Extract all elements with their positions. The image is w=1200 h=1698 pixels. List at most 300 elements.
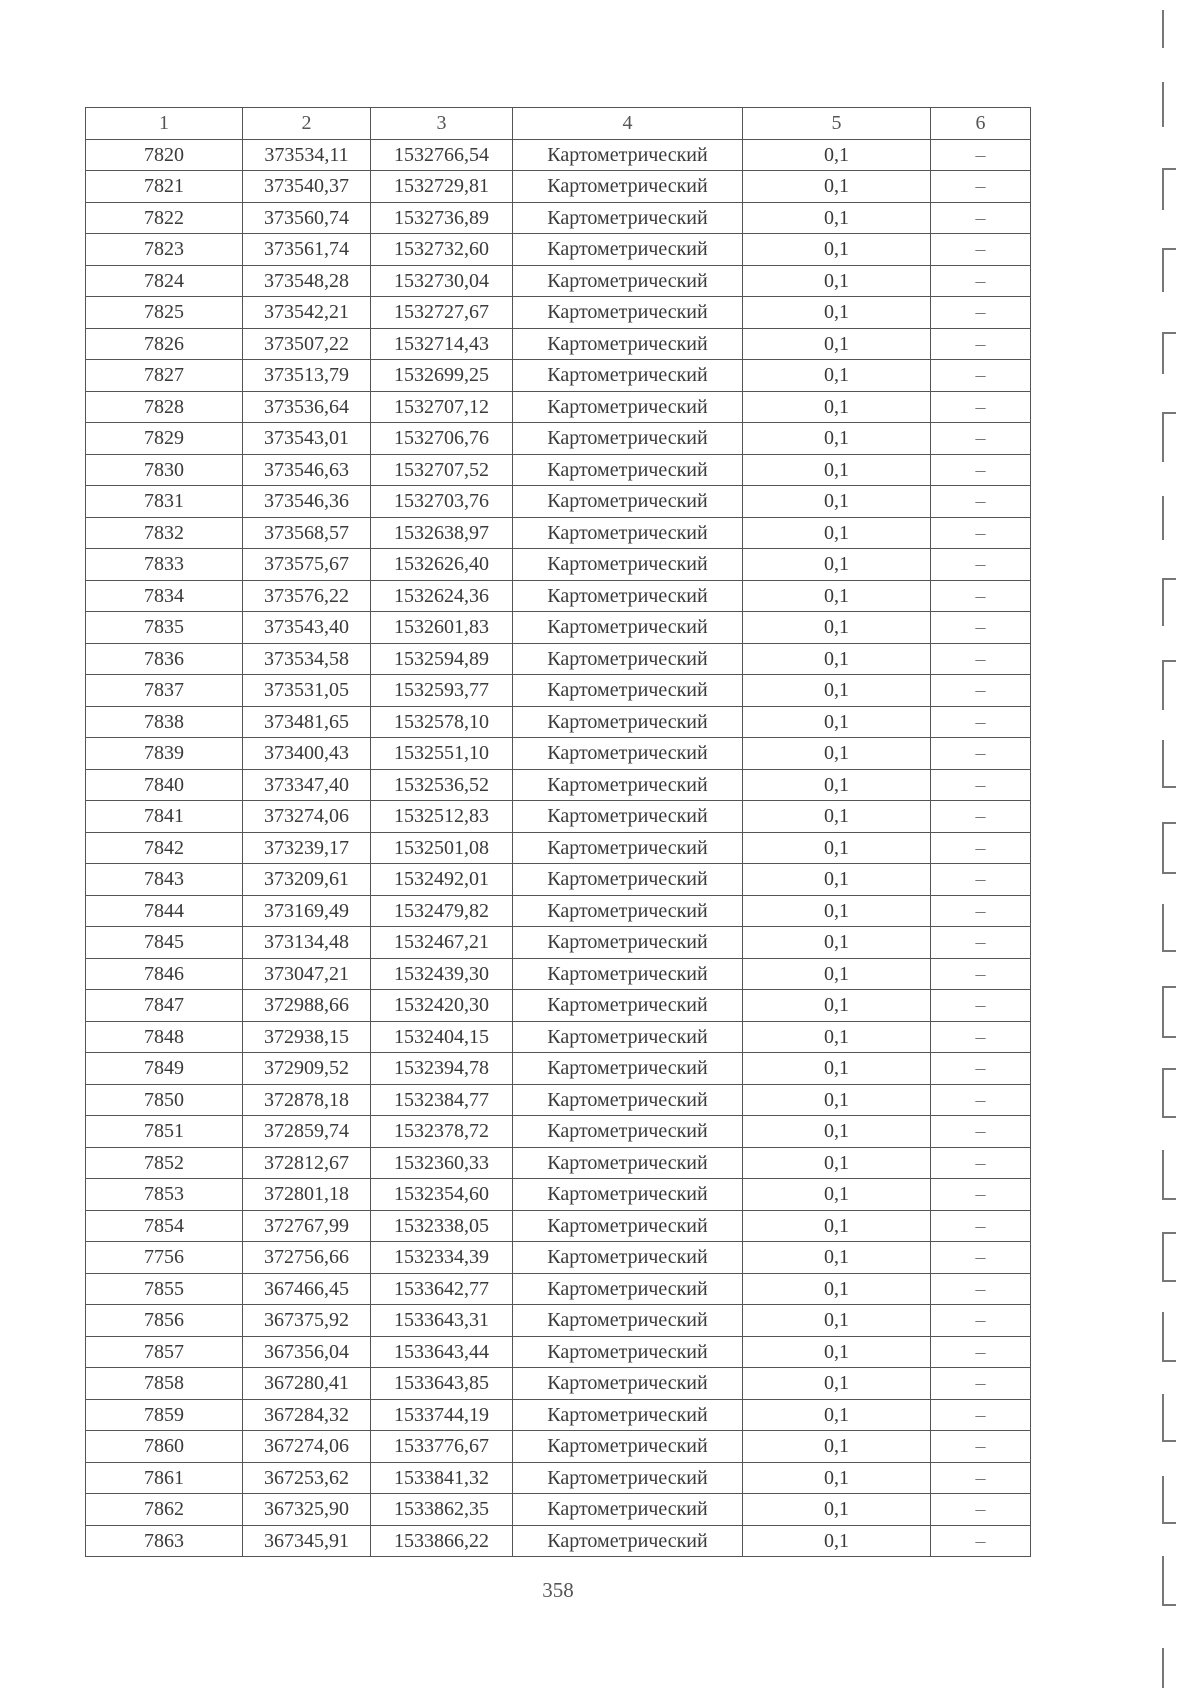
- accuracy-cell: 0,1: [743, 706, 931, 738]
- note-cell: –: [931, 360, 1031, 392]
- y-coordinate-cell: 1532736,89: [371, 202, 513, 234]
- table-row: [86, 265, 1031, 297]
- y-coordinate-cell: 1533866,22: [371, 1525, 513, 1557]
- x-coordinate-cell: 367280,41: [243, 1368, 371, 1400]
- accuracy-cell: 0,1: [743, 1368, 931, 1400]
- note-cell: –: [931, 328, 1031, 360]
- accuracy-cell: 0,1: [743, 990, 931, 1022]
- x-coordinate-cell: 373047,21: [243, 958, 371, 990]
- point-number-cell: 7835: [86, 612, 243, 644]
- note-cell: –: [931, 517, 1031, 549]
- method-cell: Картометрический: [513, 1525, 743, 1557]
- accuracy-cell: 0,1: [743, 171, 931, 203]
- y-coordinate-cell: 1533643,31: [371, 1305, 513, 1337]
- table-row: [86, 423, 1031, 455]
- point-number-cell: 7848: [86, 1021, 243, 1053]
- accuracy-cell: 0,1: [743, 391, 931, 423]
- table-row: [86, 202, 1031, 234]
- x-coordinate-cell: 373347,40: [243, 769, 371, 801]
- x-coordinate-cell: 367274,06: [243, 1431, 371, 1463]
- note-cell: –: [931, 1431, 1031, 1463]
- table-row: [86, 454, 1031, 486]
- method-cell: Картометрический: [513, 1021, 743, 1053]
- point-number-cell: 7845: [86, 927, 243, 959]
- method-cell: Картометрический: [513, 1242, 743, 1274]
- note-cell: –: [931, 580, 1031, 612]
- point-number-cell: 7840: [86, 769, 243, 801]
- point-number-cell: 7857: [86, 1336, 243, 1368]
- x-coordinate-cell: 372859,74: [243, 1116, 371, 1148]
- table-row: [86, 643, 1031, 675]
- x-coordinate-cell: 372756,66: [243, 1242, 371, 1274]
- table-row: [86, 706, 1031, 738]
- point-number-cell: 7826: [86, 328, 243, 360]
- accuracy-cell: 0,1: [743, 454, 931, 486]
- method-cell: Картометрический: [513, 517, 743, 549]
- note-cell: –: [931, 1305, 1031, 1337]
- point-number-cell: 7834: [86, 580, 243, 612]
- table-row: [86, 139, 1031, 171]
- table-row: [86, 1210, 1031, 1242]
- table-row: [86, 328, 1031, 360]
- table-row: [86, 171, 1031, 203]
- method-cell: Картометрический: [513, 139, 743, 171]
- y-coordinate-cell: 1532354,60: [371, 1179, 513, 1211]
- method-cell: Картометрический: [513, 391, 743, 423]
- x-coordinate-cell: 373209,61: [243, 864, 371, 896]
- point-number-cell: 7839: [86, 738, 243, 770]
- table-row: [86, 990, 1031, 1022]
- point-number-cell: 7854: [86, 1210, 243, 1242]
- point-number-cell: 7856: [86, 1305, 243, 1337]
- x-coordinate-cell: 372801,18: [243, 1179, 371, 1211]
- point-number-cell: 7823: [86, 234, 243, 266]
- y-coordinate-cell: 1532492,01: [371, 864, 513, 896]
- method-cell: Картометрический: [513, 738, 743, 770]
- table-row: [86, 612, 1031, 644]
- table-row: [86, 769, 1031, 801]
- y-coordinate-cell: 1532551,10: [371, 738, 513, 770]
- point-number-cell: 7851: [86, 1116, 243, 1148]
- note-cell: –: [931, 1242, 1031, 1274]
- table-row: [86, 1431, 1031, 1463]
- x-coordinate-cell: 373548,28: [243, 265, 371, 297]
- method-cell: Картометрический: [513, 454, 743, 486]
- method-cell: Картометрический: [513, 1305, 743, 1337]
- accuracy-cell: 0,1: [743, 1336, 931, 1368]
- accuracy-cell: 0,1: [743, 832, 931, 864]
- point-number-cell: 7844: [86, 895, 243, 927]
- method-cell: Картометрический: [513, 1147, 743, 1179]
- note-cell: –: [931, 486, 1031, 518]
- table-row: [86, 1116, 1031, 1148]
- accuracy-cell: 0,1: [743, 1210, 931, 1242]
- point-number-cell: 7859: [86, 1399, 243, 1431]
- method-cell: Картометрический: [513, 612, 743, 644]
- note-cell: –: [931, 1053, 1031, 1085]
- y-coordinate-cell: 1533776,67: [371, 1431, 513, 1463]
- point-number-cell: 7853: [86, 1179, 243, 1211]
- method-cell: Картометрический: [513, 769, 743, 801]
- accuracy-cell: 0,1: [743, 643, 931, 675]
- note-cell: –: [931, 1273, 1031, 1305]
- accuracy-cell: 0,1: [743, 1494, 931, 1526]
- y-coordinate-cell: 1533862,35: [371, 1494, 513, 1526]
- column-header-6: 6: [931, 108, 1031, 140]
- point-number-cell: 7828: [86, 391, 243, 423]
- table-row: [86, 1084, 1031, 1116]
- y-coordinate-cell: 1532536,52: [371, 769, 513, 801]
- table-row: [86, 1462, 1031, 1494]
- accuracy-cell: 0,1: [743, 1242, 931, 1274]
- y-coordinate-cell: 1532404,15: [371, 1021, 513, 1053]
- table-row: [86, 1021, 1031, 1053]
- table-row: [86, 517, 1031, 549]
- y-coordinate-cell: 1532578,10: [371, 706, 513, 738]
- accuracy-cell: 0,1: [743, 1116, 931, 1148]
- method-cell: Картометрический: [513, 990, 743, 1022]
- note-cell: –: [931, 1368, 1031, 1400]
- x-coordinate-cell: 373239,17: [243, 832, 371, 864]
- accuracy-cell: 0,1: [743, 1305, 931, 1337]
- note-cell: –: [931, 864, 1031, 896]
- accuracy-cell: 0,1: [743, 895, 931, 927]
- table-row: [86, 1053, 1031, 1085]
- note-cell: –: [931, 139, 1031, 171]
- note-cell: –: [931, 990, 1031, 1022]
- note-cell: –: [931, 1462, 1031, 1494]
- y-coordinate-cell: 1532338,05: [371, 1210, 513, 1242]
- y-coordinate-cell: 1532334,39: [371, 1242, 513, 1274]
- x-coordinate-cell: 372812,67: [243, 1147, 371, 1179]
- y-coordinate-cell: 1532714,43: [371, 328, 513, 360]
- point-number-cell: 7827: [86, 360, 243, 392]
- x-coordinate-cell: 373481,65: [243, 706, 371, 738]
- y-coordinate-cell: 1532727,67: [371, 297, 513, 329]
- method-cell: Картометрический: [513, 1053, 743, 1085]
- method-cell: Картометрический: [513, 171, 743, 203]
- method-cell: Картометрический: [513, 297, 743, 329]
- point-number-cell: 7846: [86, 958, 243, 990]
- x-coordinate-cell: 373534,58: [243, 643, 371, 675]
- y-coordinate-cell: 1532594,89: [371, 643, 513, 675]
- point-number-cell: 7843: [86, 864, 243, 896]
- y-coordinate-cell: 1533643,85: [371, 1368, 513, 1400]
- table-row: [86, 234, 1031, 266]
- x-coordinate-cell: 373576,22: [243, 580, 371, 612]
- point-number-cell: 7841: [86, 801, 243, 833]
- y-coordinate-cell: 1532707,12: [371, 391, 513, 423]
- table-row: [86, 1368, 1031, 1400]
- x-coordinate-cell: 373507,22: [243, 328, 371, 360]
- table-row: [86, 801, 1031, 833]
- note-cell: –: [931, 1336, 1031, 1368]
- table-row: [86, 1494, 1031, 1526]
- x-coordinate-cell: 373560,74: [243, 202, 371, 234]
- point-number-cell: 7861: [86, 1462, 243, 1494]
- table-row: [86, 391, 1031, 423]
- note-cell: –: [931, 454, 1031, 486]
- y-coordinate-cell: 1532703,76: [371, 486, 513, 518]
- point-number-cell: 7833: [86, 549, 243, 581]
- column-header-4: 4: [513, 108, 743, 140]
- note-cell: –: [931, 1210, 1031, 1242]
- y-coordinate-cell: 1532394,78: [371, 1053, 513, 1085]
- x-coordinate-cell: 373400,43: [243, 738, 371, 770]
- x-coordinate-cell: 372767,99: [243, 1210, 371, 1242]
- method-cell: Картометрический: [513, 832, 743, 864]
- y-coordinate-cell: 1532512,83: [371, 801, 513, 833]
- table-header-row: [86, 108, 1031, 140]
- method-cell: Картометрический: [513, 1116, 743, 1148]
- note-cell: –: [931, 1179, 1031, 1211]
- x-coordinate-cell: 372938,15: [243, 1021, 371, 1053]
- table-row: [86, 1147, 1031, 1179]
- column-header-1: 1: [86, 108, 243, 140]
- table-row: [86, 1305, 1031, 1337]
- note-cell: –: [931, 171, 1031, 203]
- table-row: [86, 1273, 1031, 1305]
- accuracy-cell: 0,1: [743, 958, 931, 990]
- point-number-cell: 7862: [86, 1494, 243, 1526]
- method-cell: Картометрический: [513, 549, 743, 581]
- note-cell: –: [931, 265, 1031, 297]
- accuracy-cell: 0,1: [743, 1525, 931, 1557]
- x-coordinate-cell: 373575,67: [243, 549, 371, 581]
- note-cell: –: [931, 202, 1031, 234]
- x-coordinate-cell: 373534,11: [243, 139, 371, 171]
- accuracy-cell: 0,1: [743, 1021, 931, 1053]
- y-coordinate-cell: 1532593,77: [371, 675, 513, 707]
- table-body: [86, 139, 1031, 1557]
- method-cell: Картометрический: [513, 643, 743, 675]
- x-coordinate-cell: 367466,45: [243, 1273, 371, 1305]
- y-coordinate-cell: 1532706,76: [371, 423, 513, 455]
- point-number-cell: 7756: [86, 1242, 243, 1274]
- point-number-cell: 7842: [86, 832, 243, 864]
- x-coordinate-cell: 367253,62: [243, 1462, 371, 1494]
- y-coordinate-cell: 1532626,40: [371, 549, 513, 581]
- table-row: [86, 895, 1031, 927]
- x-coordinate-cell: 373546,36: [243, 486, 371, 518]
- x-coordinate-cell: 373540,37: [243, 171, 371, 203]
- method-cell: Картометрический: [513, 1084, 743, 1116]
- method-cell: Картометрический: [513, 234, 743, 266]
- method-cell: Картометрический: [513, 1399, 743, 1431]
- accuracy-cell: 0,1: [743, 1179, 931, 1211]
- note-cell: –: [931, 423, 1031, 455]
- y-coordinate-cell: 1532766,54: [371, 139, 513, 171]
- table-row: [86, 1242, 1031, 1274]
- point-number-cell: 7838: [86, 706, 243, 738]
- point-number-cell: 7822: [86, 202, 243, 234]
- note-cell: –: [931, 1525, 1031, 1557]
- y-coordinate-cell: 1533642,77: [371, 1273, 513, 1305]
- method-cell: Картометрический: [513, 1273, 743, 1305]
- y-coordinate-cell: 1532384,77: [371, 1084, 513, 1116]
- y-coordinate-cell: 1532360,33: [371, 1147, 513, 1179]
- accuracy-cell: 0,1: [743, 297, 931, 329]
- x-coordinate-cell: 367356,04: [243, 1336, 371, 1368]
- method-cell: Картометрический: [513, 1179, 743, 1211]
- note-cell: –: [931, 832, 1031, 864]
- column-header-3: 3: [371, 108, 513, 140]
- point-number-cell: 7837: [86, 675, 243, 707]
- x-coordinate-cell: 373543,01: [243, 423, 371, 455]
- table-row: [86, 738, 1031, 770]
- x-coordinate-cell: 367325,90: [243, 1494, 371, 1526]
- method-cell: Картометрический: [513, 202, 743, 234]
- method-cell: Картометрический: [513, 895, 743, 927]
- note-cell: –: [931, 675, 1031, 707]
- accuracy-cell: 0,1: [743, 612, 931, 644]
- table-row: [86, 832, 1031, 864]
- note-cell: –: [931, 769, 1031, 801]
- point-number-cell: 7825: [86, 297, 243, 329]
- point-number-cell: 7850: [86, 1084, 243, 1116]
- column-header-5: 5: [743, 108, 931, 140]
- point-number-cell: 7821: [86, 171, 243, 203]
- y-coordinate-cell: 1532707,52: [371, 454, 513, 486]
- method-cell: Картометрический: [513, 423, 743, 455]
- table-row: [86, 1179, 1031, 1211]
- x-coordinate-cell: 373542,21: [243, 297, 371, 329]
- method-cell: Картометрический: [513, 1368, 743, 1400]
- accuracy-cell: 0,1: [743, 1273, 931, 1305]
- x-coordinate-cell: 373568,57: [243, 517, 371, 549]
- point-number-cell: 7858: [86, 1368, 243, 1400]
- x-coordinate-cell: 373536,64: [243, 391, 371, 423]
- method-cell: Картометрический: [513, 675, 743, 707]
- method-cell: Картометрический: [513, 1462, 743, 1494]
- note-cell: –: [931, 958, 1031, 990]
- y-coordinate-cell: 1533841,32: [371, 1462, 513, 1494]
- x-coordinate-cell: 367284,32: [243, 1399, 371, 1431]
- x-coordinate-cell: 367375,92: [243, 1305, 371, 1337]
- y-coordinate-cell: 1532699,25: [371, 360, 513, 392]
- note-cell: –: [931, 391, 1031, 423]
- y-coordinate-cell: 1532378,72: [371, 1116, 513, 1148]
- point-number-cell: 7832: [86, 517, 243, 549]
- y-coordinate-cell: 1532420,30: [371, 990, 513, 1022]
- table-row: [86, 549, 1031, 581]
- column-header-2: 2: [243, 108, 371, 140]
- x-coordinate-cell: 372988,66: [243, 990, 371, 1022]
- method-cell: Картометрический: [513, 706, 743, 738]
- method-cell: Картометрический: [513, 864, 743, 896]
- x-coordinate-cell: 373513,79: [243, 360, 371, 392]
- y-coordinate-cell: 1532732,60: [371, 234, 513, 266]
- y-coordinate-cell: 1532624,36: [371, 580, 513, 612]
- x-coordinate-cell: 373546,63: [243, 454, 371, 486]
- x-coordinate-cell: 373134,48: [243, 927, 371, 959]
- note-cell: –: [931, 1084, 1031, 1116]
- y-coordinate-cell: 1532601,83: [371, 612, 513, 644]
- x-coordinate-cell: 373169,49: [243, 895, 371, 927]
- table-row: [86, 927, 1031, 959]
- note-cell: –: [931, 706, 1031, 738]
- method-cell: Картометрический: [513, 328, 743, 360]
- table-row: [86, 1399, 1031, 1431]
- accuracy-cell: 0,1: [743, 580, 931, 612]
- x-coordinate-cell: 372909,52: [243, 1053, 371, 1085]
- point-number-cell: 7831: [86, 486, 243, 518]
- table-row: [86, 675, 1031, 707]
- accuracy-cell: 0,1: [743, 738, 931, 770]
- accuracy-cell: 0,1: [743, 265, 931, 297]
- note-cell: –: [931, 1494, 1031, 1526]
- table-row: [86, 486, 1031, 518]
- note-cell: –: [931, 738, 1031, 770]
- x-coordinate-cell: 367345,91: [243, 1525, 371, 1557]
- note-cell: –: [931, 1147, 1031, 1179]
- point-number-cell: 7820: [86, 139, 243, 171]
- accuracy-cell: 0,1: [743, 864, 931, 896]
- method-cell: Картометрический: [513, 801, 743, 833]
- accuracy-cell: 0,1: [743, 1431, 931, 1463]
- table-row: [86, 864, 1031, 896]
- accuracy-cell: 0,1: [743, 486, 931, 518]
- note-cell: –: [931, 297, 1031, 329]
- x-coordinate-cell: 373543,40: [243, 612, 371, 644]
- accuracy-cell: 0,1: [743, 927, 931, 959]
- accuracy-cell: 0,1: [743, 1053, 931, 1085]
- note-cell: –: [931, 234, 1031, 266]
- y-coordinate-cell: 1533643,44: [371, 1336, 513, 1368]
- y-coordinate-cell: 1532439,30: [371, 958, 513, 990]
- method-cell: Картометрический: [513, 927, 743, 959]
- note-cell: –: [931, 612, 1031, 644]
- table-row: [86, 958, 1031, 990]
- page-number: 358: [542, 1578, 574, 1602]
- point-number-cell: 7830: [86, 454, 243, 486]
- note-cell: –: [931, 1021, 1031, 1053]
- table-row: [86, 360, 1031, 392]
- table-row: [86, 1336, 1031, 1368]
- point-number-cell: 7860: [86, 1431, 243, 1463]
- x-coordinate-cell: 373531,05: [243, 675, 371, 707]
- coordinates-table: [85, 107, 1031, 1557]
- note-cell: –: [931, 1116, 1031, 1148]
- point-number-cell: 7836: [86, 643, 243, 675]
- accuracy-cell: 0,1: [743, 549, 931, 581]
- accuracy-cell: 0,1: [743, 675, 931, 707]
- method-cell: Картометрический: [513, 1210, 743, 1242]
- note-cell: –: [931, 643, 1031, 675]
- method-cell: Картометрический: [513, 958, 743, 990]
- point-number-cell: 7829: [86, 423, 243, 455]
- x-coordinate-cell: 373561,74: [243, 234, 371, 266]
- y-coordinate-cell: 1532501,08: [371, 832, 513, 864]
- accuracy-cell: 0,1: [743, 234, 931, 266]
- y-coordinate-cell: 1532479,82: [371, 895, 513, 927]
- table-row: [86, 580, 1031, 612]
- method-cell: Картометрический: [513, 1336, 743, 1368]
- method-cell: Картометрический: [513, 1494, 743, 1526]
- accuracy-cell: 0,1: [743, 423, 931, 455]
- accuracy-cell: 0,1: [743, 202, 931, 234]
- method-cell: Картометрический: [513, 486, 743, 518]
- accuracy-cell: 0,1: [743, 801, 931, 833]
- note-cell: –: [931, 1399, 1031, 1431]
- accuracy-cell: 0,1: [743, 1147, 931, 1179]
- method-cell: Картометрический: [513, 580, 743, 612]
- point-number-cell: 7855: [86, 1273, 243, 1305]
- note-cell: –: [931, 895, 1031, 927]
- table-row: [86, 1525, 1031, 1557]
- point-number-cell: 7852: [86, 1147, 243, 1179]
- point-number-cell: 7847: [86, 990, 243, 1022]
